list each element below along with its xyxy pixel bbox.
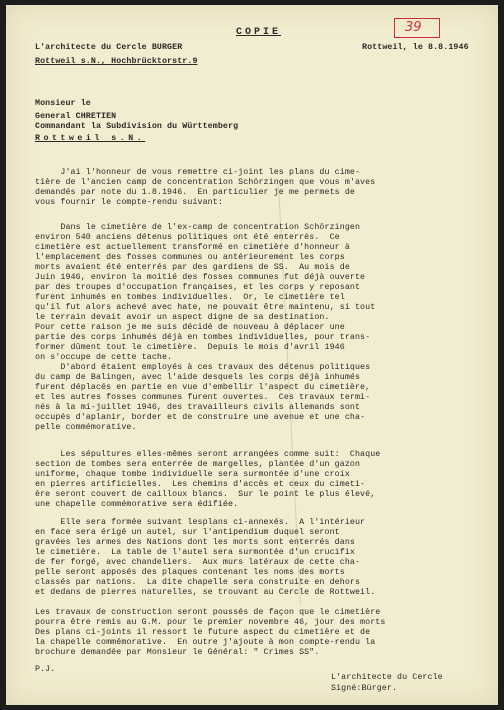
recipient-line: Rottweil s.N. [35, 134, 146, 143]
signature-name: Signé:Bürger. [331, 684, 398, 693]
text-line: Pour cette raison je me suis décidé de nouveau à déplacer une [35, 323, 345, 332]
text-line: Dans le cimetière de l'ex-camp de concentration Schörzingen [35, 223, 361, 232]
recipient-line: General CHRETIEN [35, 112, 117, 121]
text-line: en pierres artificielles. Les chemins d'accès et ceux du cimeti- [35, 480, 366, 489]
text-line: le terrain devait avoir un aspect digne de sa destination. [35, 313, 330, 322]
text-line: Juin 1946, environ la moitié des fosses communes fut déjà ouverte [35, 273, 366, 282]
recipient-line: Commandant la Subdivision du Württemberg [35, 122, 239, 131]
text-line: D'abord étaient employés à ces travaux des détenus politiques [35, 363, 371, 372]
text-line: du camp de Balingen, avec l'aide desquels les corps déjà inhumés [35, 373, 361, 382]
text-line: Elle sera formée suivant lesplans ci-annexés. A l'intérieur [35, 518, 366, 527]
text-line: qu'il fut alors achevé avec hate, ne pouvait être maintenu, si tout [35, 303, 376, 312]
text-line: tière de l'ancien camp de concentration Schörzingen que vous m'aves [35, 178, 376, 187]
text-line: de fer forgé, avec chandeliers. Aux murs latéraux de cette cha- [35, 558, 361, 567]
document-page [6, 5, 498, 705]
enclosure-note: P.J. [35, 665, 56, 674]
text-line: Des plans ci-joints il ressort le future aspect du cimetière et de [35, 628, 371, 637]
text-line: morts avaient été enterrés par des gardiens de SS. Au mois de [35, 263, 350, 272]
sender-name: L'architecte du Cercle BURGER [35, 43, 183, 52]
text-line: Les travaux de construction seront poussés de façon que le cimetière [35, 608, 381, 617]
text-line: et les autres fosses communes furent ouvertes. Ces travaux termi- [35, 393, 371, 402]
text-line: uniforme, chaque tombe individuelle sera surmontée d'une croix [35, 470, 350, 479]
text-line: et dedans de pierres naturelles, se trouvant au Cercle de Rottweil. [35, 588, 376, 597]
text-line: pelle seront apposés des plaques contenant les noms des morts [35, 568, 345, 577]
text-line: occupés d'aplanir, border et de construire une avenue et une cha- [35, 413, 366, 422]
text-line: par des troupes d'occupation françaises, et les corps y reposant [35, 283, 361, 292]
text-line: furent déplacés en partie en vue d'embellir l'aspect du cimetière, [35, 383, 371, 392]
text-line: la chapelle commémorative. En outre j'ajoute à mon compte-rendu la [35, 638, 376, 647]
page-number-stamp [394, 18, 440, 38]
text-line: l'emplacement des fosses communes ou antérieurement les corps [35, 253, 345, 262]
text-line: partie des corps inhumés déjà en tombes individuelles, pour trans- [35, 333, 371, 342]
text-line: cimetière est actuellement transformé en cimetière d'honneur à [35, 243, 350, 252]
text-line: brochure demandée par Monsieur le Général: " Crimes SS". [35, 648, 320, 657]
document-date: Rottweil, le 8.8.1946 [362, 43, 469, 52]
text-line: furent inhumés en tombes individuelles. Or, le cimetière tel [35, 293, 345, 302]
text-line: former dûment tout le cimetière. Depuis le mois d'avril 1946 [35, 343, 345, 352]
text-line: Les sépultures elles-mêmes seront arrangées comme suit: Chaque [35, 450, 381, 459]
page-number: 39 [405, 20, 422, 35]
text-line: nés à la mi-juillet 1946, des travailleurs civils allemands sont [35, 403, 361, 412]
text-line: ère seront couvert de cailloux blancs. Sur le point le plus élevé, [35, 490, 376, 499]
text-line: une chapelle commémorative sera édifiée. [35, 500, 239, 509]
text-line: gravées les armes des Nations dont les morts sont enterrés dans [35, 538, 355, 547]
text-line: on s'occupe de cette tache. [35, 353, 173, 362]
text-line: environ 540 anciens détenus politiques ont été enterrés. Ce [35, 233, 340, 242]
text-line: pelle commémorative. [35, 423, 137, 432]
copy-heading: COPIE [236, 27, 282, 38]
text-line: classés par nations. La dite chapelle sera construite en dehors [35, 578, 361, 587]
text-line: le cimetière. La table de l'autel sera surmontée d'un crucifix [35, 548, 355, 557]
text-line: pourra être remis au G.M. pour le premier novembre 46, jour des morts [35, 618, 386, 627]
signature-title: L'architecte du Cercle [331, 673, 443, 682]
text-line: vous fournir le compte-rendu suivant: [35, 198, 223, 207]
text-line: en face sera érigé un autel, sur l'antipendium duquel seront [35, 528, 340, 537]
text-line: demandés par note du 1.8.1946. En particulier je me permets de [35, 188, 355, 197]
text-line: section de tombes sera enterrée de margelles, plantée d'un gazon [35, 460, 361, 469]
recipient-line: Monsieur le [35, 99, 91, 108]
sender-address: Rottweil s.N., Hochbrücktorstr.9 [35, 57, 198, 66]
text-line: J'ai l'honneur de vous remettre ci-joint les plans du cime- [35, 168, 361, 177]
